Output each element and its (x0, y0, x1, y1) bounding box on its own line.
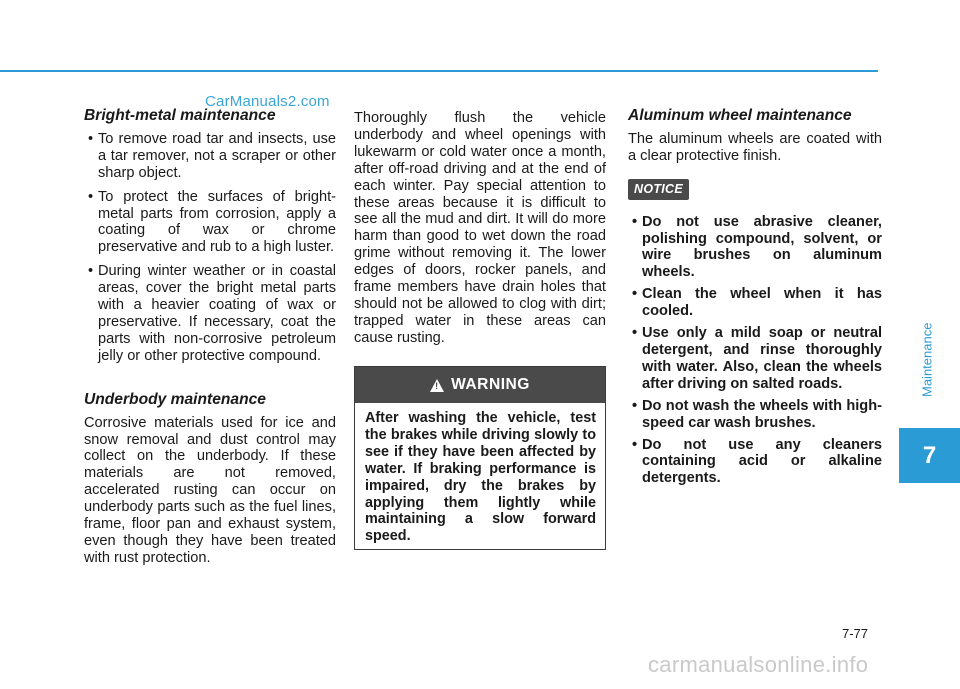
list-item: • Do not wash the wheels with high-speed car wash brushes. (628, 398, 882, 432)
column-left (84, 108, 336, 567)
underbody-paragraph-1: Corrosive materials used for ice and snow removal and dust control may collect on the underbody. If these materials are not removed, accelerated rusting can occur on underbody parts such as the fuel lines, frame, floor pan and exhaust system, even though they have been treated with rust protection. (84, 414, 336, 566)
watermark-bottom: carmanualsonline.info (648, 652, 869, 677)
bright-metal-list (84, 131, 336, 365)
aluminum-title: Aluminum wheel maintenance (628, 107, 852, 124)
aluminum-intro: The aluminum wheels are coated with a clear protective finish. (628, 130, 882, 164)
list-item: • To remove road tar and insects, use a tar remover, not a scraper or other sharp object. (84, 131, 336, 182)
notice-badge: NOTICE (628, 179, 689, 200)
underbody-title: Underbody maintenance (84, 390, 266, 408)
warning-box (354, 366, 606, 550)
list-item: • During winter weather or in coastal areas, cover the bright metal parts with a heavier coating of wax or preservative. If necessary, coat the parts with non-corrosive petroleum jelly or other protective compound. (84, 263, 336, 364)
list-item: • Use only a mild soap or neutral detergent, and rinse thoroughly with water. Also, clean the wheels after driving on salted roads. (628, 325, 882, 393)
aluminum-list (628, 214, 882, 488)
bright-metal-title: Bright-metal maintenance (84, 107, 276, 124)
list-item: • Do not use any cleaners containing acid or alkaline detergents. (628, 437, 882, 488)
warning-header (355, 367, 605, 403)
list-item: • Clean the wheel when it has cooled. (628, 286, 882, 320)
column-right (628, 108, 882, 492)
warning-label: WARNING (451, 376, 530, 393)
warning-text: After washing the vehicle, test the brakes while driving slowly to see if they have been affected by water. If braking performance is impaired, dry the brakes by applying them lightly while maintaining a slow forward speed. (365, 410, 596, 545)
warning-triangle-icon (430, 379, 444, 392)
list-item: • Do not use abrasive cleaner, polishing compound, solvent, or wire brushes on aluminum wheels. (628, 214, 882, 282)
header-rule (0, 70, 878, 72)
column-middle (354, 110, 606, 347)
watermark-top: CarManuals2.com (205, 93, 330, 110)
underbody-paragraph-2: Thoroughly flush the vehicle underbody and wheel openings with lukewarm or cold water once a month, after off-road driving and at the end of each winter. Pay special attention to these areas because it is difficult to see all the mud and dirt. It will do more harm than good to wet down the road grime without removing it. The lower edges of doors, rocker panels, and frame members have drain holes that should not be allowed to clog with dirt; trapped water in these areas can cause rusting. (354, 110, 606, 346)
chapter-label: Maintenance (919, 322, 935, 398)
chapter-tab: 7 (899, 428, 960, 483)
list-item: • To protect the surfaces of bright-metal parts from corrosion, apply a coating of wax or chrome preservative and rub to a high luster. (84, 189, 336, 257)
page-number: 7-77 (842, 626, 869, 641)
